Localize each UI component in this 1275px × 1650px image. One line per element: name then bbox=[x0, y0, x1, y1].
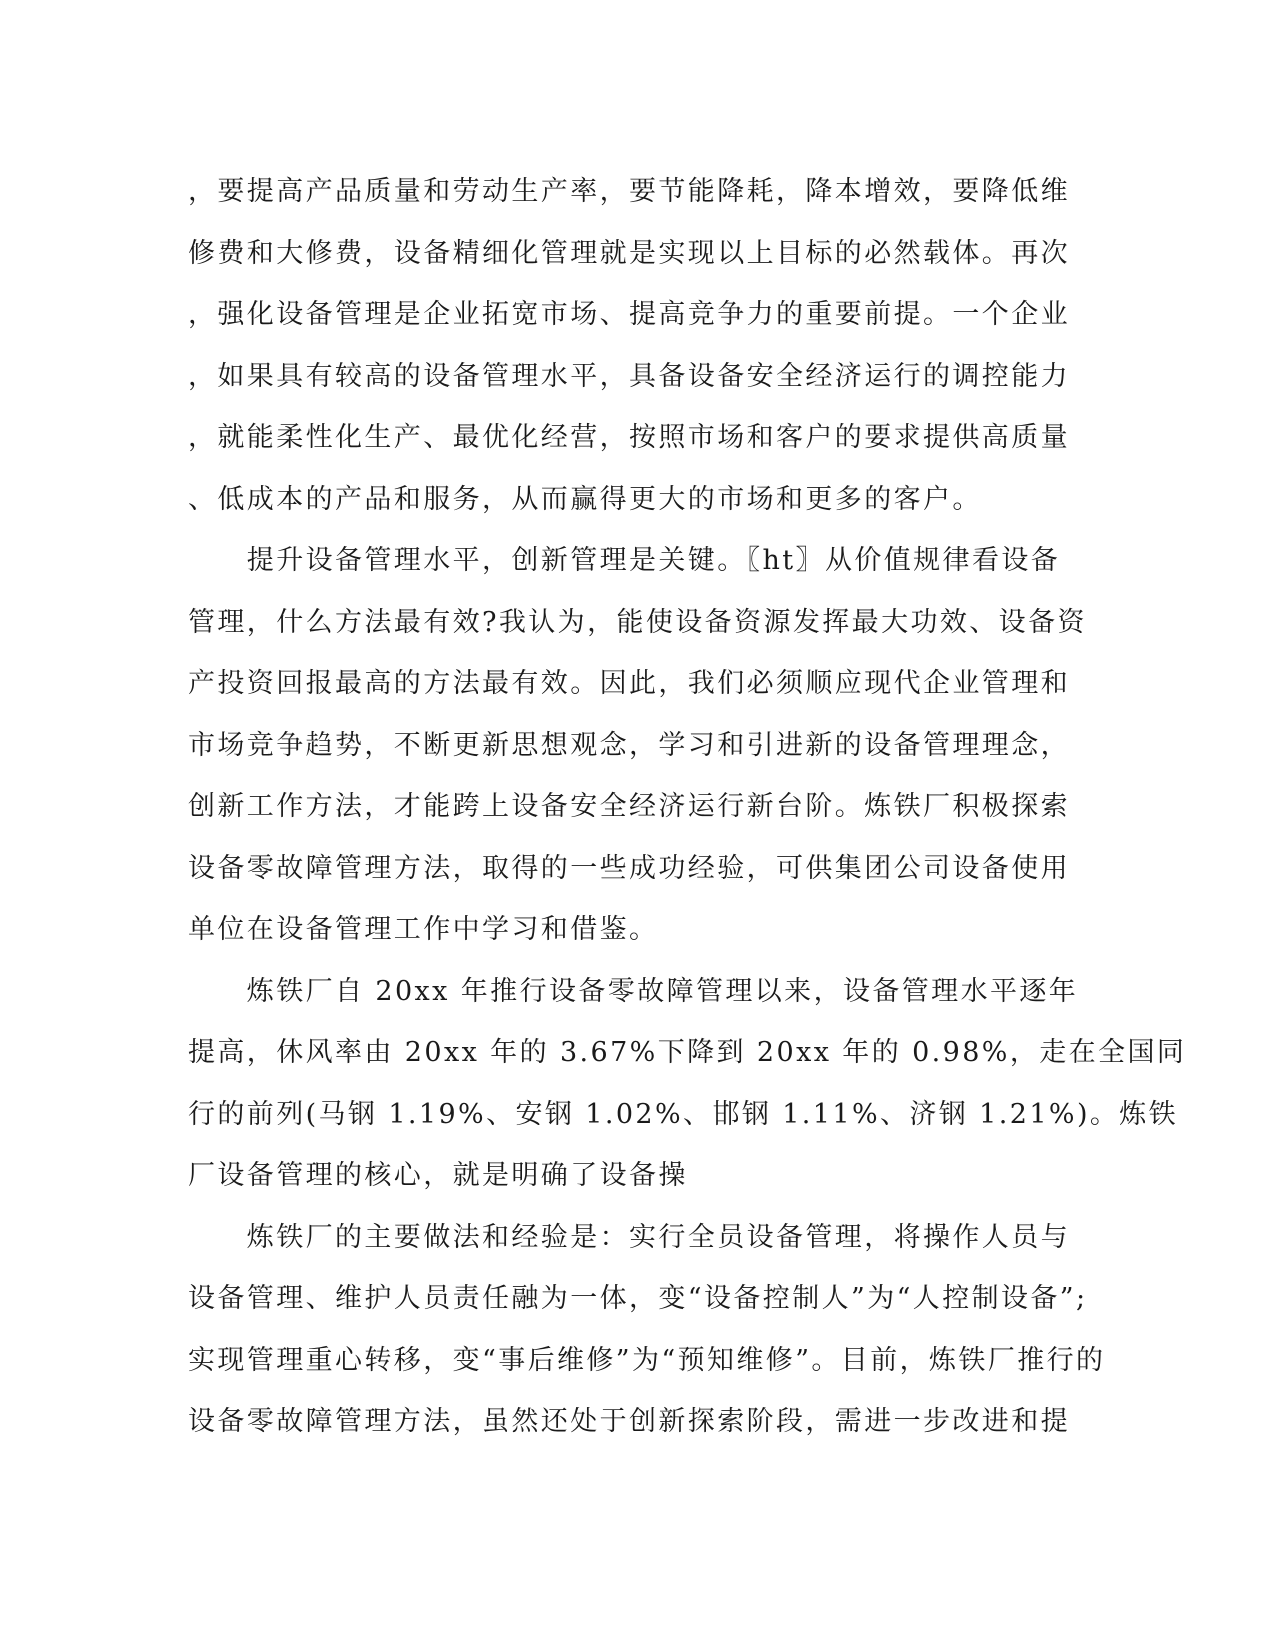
text-line: 修费和大修费，设备精细化管理就是实现以上目标的必然载体。再次 bbox=[188, 237, 1070, 269]
text-line: 提高，休风率由 20xx 年的 3.67%下降到 20xx 年的 0.98%，走在全国同 bbox=[188, 1037, 1187, 1068]
paragraph-4 bbox=[188, 1207, 1106, 1453]
text-line: 市场竞争趋势，不断更新思想观念，学习和引进新的设备管理理念， bbox=[188, 729, 1070, 761]
text-line: 炼铁厂的主要做法和经验是：实行全员设备管理，将操作人员与 bbox=[188, 1221, 1070, 1253]
text-line: 、低成本的产品和服务，从而赢得更大的市场和更多的客户。 bbox=[188, 483, 982, 515]
document-body bbox=[188, 161, 1187, 1453]
text-line: ，如果具有较高的设备管理水平，具备设备安全经济运行的调控能力 bbox=[188, 360, 1070, 392]
text-line: 管理，什么方法最有效?我认为，能使设备资源发挥最大功效、设备资 bbox=[188, 606, 1087, 638]
text-line: ，强化设备管理是企业拓宽市场、提高竞争力的重要前提。一个企业 bbox=[188, 299, 1070, 330]
text-line: 行的前列(马钢 1.19%、安钢 1.02%、邯钢 1.11%、济钢 1.21%)。炼铁 bbox=[188, 1098, 1179, 1130]
text-line: 创新工作方法，才能跨上设备安全经济运行新台阶。炼铁厂积极探索 bbox=[188, 791, 1070, 822]
paragraph-2 bbox=[188, 530, 1088, 961]
text-line: 产投资回报最高的方法最有效。因此，我们必须顺应现代企业管理和 bbox=[188, 668, 1070, 699]
text-line: ，就能柔性化生产、最优化经营，按照市场和客户的要求提供高质量 bbox=[188, 422, 1070, 453]
paragraph-3 bbox=[188, 961, 1187, 1207]
text-line: ，要提高产品质量和劳动生产率，要节能降耗，降本增效，要降低维 bbox=[188, 176, 1070, 207]
text-line: 设备管理、维护人员责任融为一体，变“设备控制人”为“人控制设备”; bbox=[188, 1283, 1088, 1314]
text-line: 提升设备管理水平，创新管理是关键。〖ht〗从价值规律看设备 bbox=[188, 545, 1061, 576]
paragraph-1 bbox=[188, 161, 1088, 530]
text-line: 实现管理重心转移，变“事后维修”为“预知维修”。目前，炼铁厂推行的 bbox=[188, 1344, 1106, 1376]
text-line: 炼铁厂自 20xx 年推行设备零故障管理以来，设备管理水平逐年 bbox=[188, 975, 1079, 1007]
text-line: 设备零故障管理方法，虽然还处于创新探索阶段，需进一步改进和提 bbox=[188, 1406, 1070, 1437]
text-line: 单位在设备管理工作中学习和借鉴。 bbox=[188, 914, 659, 945]
text-line: 设备零故障管理方法，取得的一些成功经验，可供集团公司设备使用 bbox=[188, 852, 1070, 884]
text-line: 厂设备管理的核心，就是明确了设备操 bbox=[188, 1160, 688, 1191]
